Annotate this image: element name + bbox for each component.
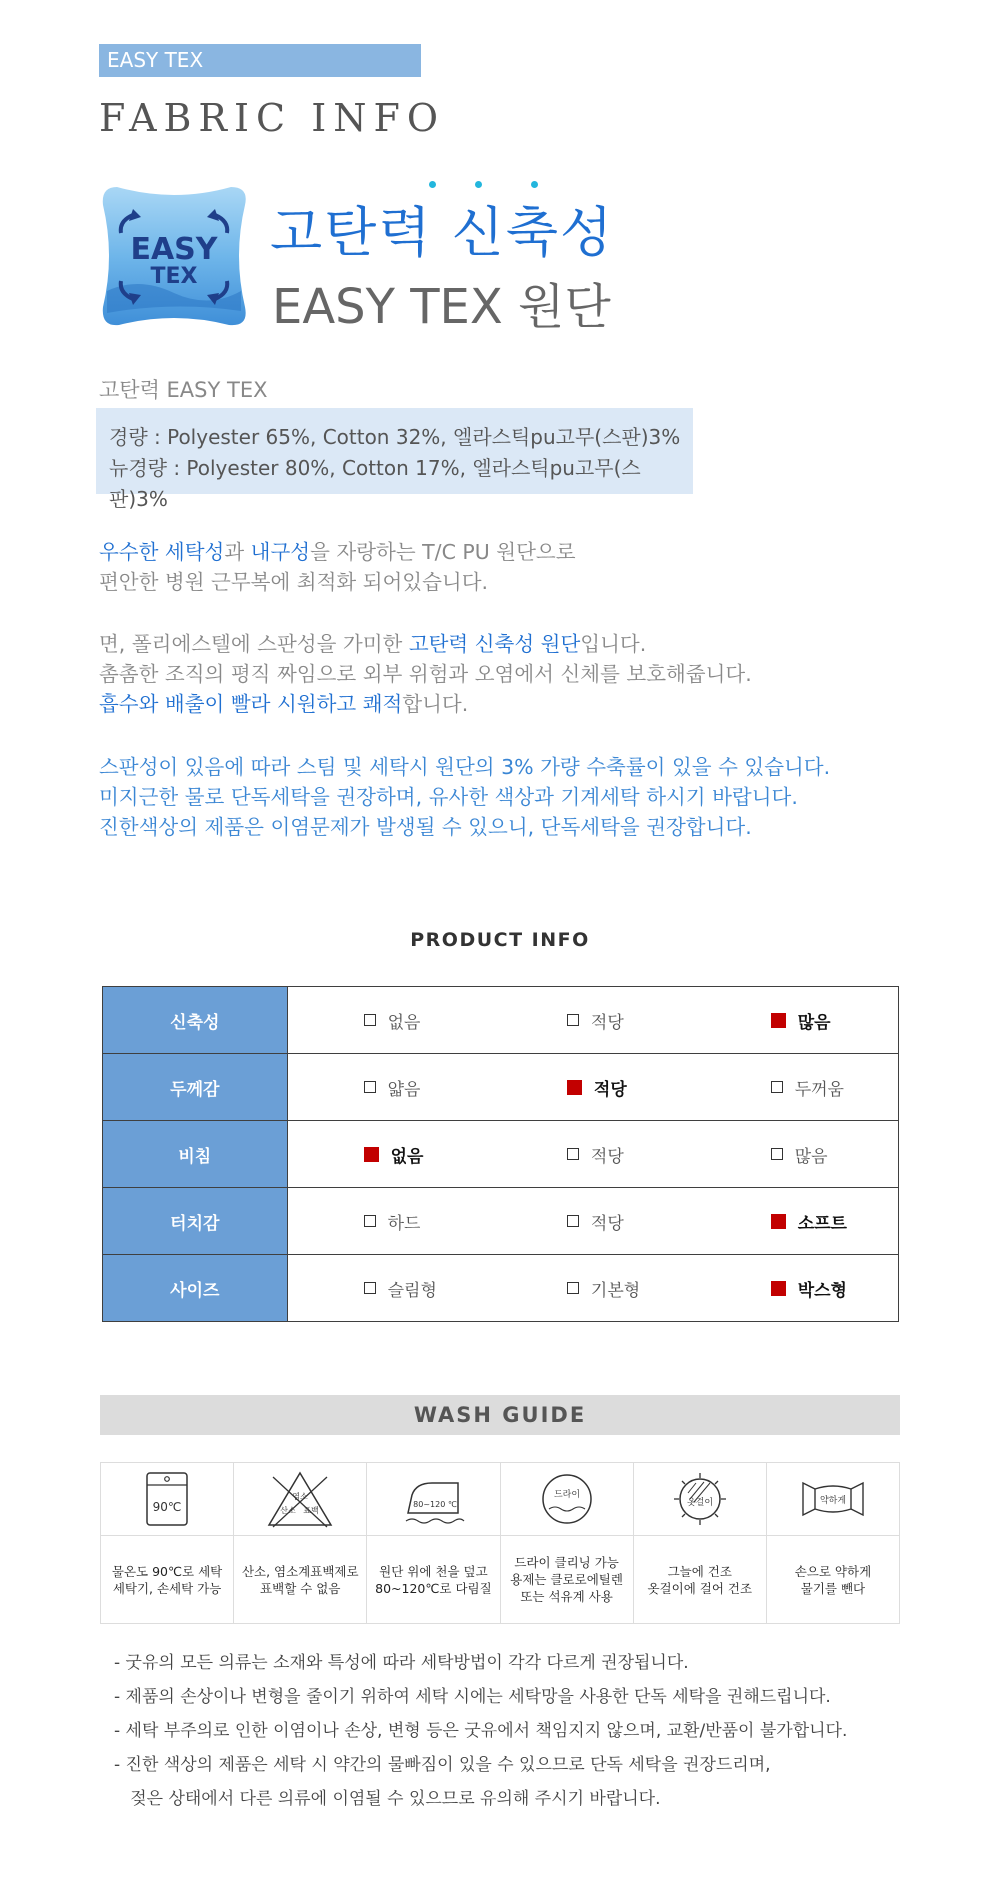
wash-guide-text: 산소, 염소계표백제로 표백할 수 없음: [241, 1563, 359, 1596]
text: 과: [224, 540, 251, 564]
unchecked-box-icon: [567, 1148, 579, 1160]
product-info-label: 사이즈: [103, 1255, 288, 1322]
gentle-wring-icon: [797, 1469, 869, 1529]
spec-box: [96, 408, 693, 511]
svg-text:약하게: 약하게: [819, 1496, 846, 1506]
description-paragraph-1: [99, 537, 576, 597]
page-title: FABRIC INFO: [99, 96, 445, 140]
checked-box-icon: [771, 1214, 786, 1229]
option-label: 적당: [593, 1079, 627, 1100]
text: 촘촘한 조직의 평직 짜임으로 외부 위험과 오염에서 신체를 보호해줍니다.: [99, 662, 752, 686]
product-info-row: [103, 1121, 899, 1188]
product-info-option: [695, 1054, 899, 1121]
svg-text:80~120 ℃: 80~120 ℃: [413, 1500, 458, 1509]
option-label: 적당: [590, 1213, 624, 1234]
product-info-option: [287, 987, 491, 1054]
logo-line1: EASY: [130, 232, 218, 267]
spec-line: 경량 : Polyester 65%, Cotton 32%, 엘라스틱pu고무(스판)3%: [109, 425, 681, 449]
svg-text:염소: 염소: [292, 1492, 308, 1501]
easy-tex-logo: [99, 181, 249, 331]
option-label: 없음: [387, 1012, 421, 1033]
text: 스판성이 있음에 따라 스팀 및 세탁시 원단의 3% 가량 수축률이 있을 수 있습니다.: [99, 755, 831, 779]
wash-guide-text: 드라이 클리닝 가능 용제는 클로로에틸렌 또는 석유계 사용: [510, 1555, 623, 1604]
product-info-option: [491, 1188, 695, 1255]
svg-text:90℃: 90℃: [152, 1500, 182, 1514]
subline: EASY TEX 원단: [272, 279, 611, 335]
note-line: - 제품의 손상이나 변형을 줄이기 위하여 세탁 시에는 세탁망을 사용한 단독 세탁을 권해드립니다.: [114, 1687, 831, 1707]
option-label: 적당: [590, 1012, 624, 1033]
product-info-option: [491, 1255, 695, 1322]
product-info-option: [695, 987, 899, 1054]
wash-guide-item: [767, 1463, 899, 1623]
iron-icon: [398, 1469, 468, 1529]
note-line: 젖은 상태에서 다른 의류에 이염될 수 있으므로 유의해 주시기 바랍니다.: [114, 1789, 661, 1809]
product-info-table: [102, 986, 899, 1322]
care-notes: [114, 1646, 847, 1816]
option-label: 많음: [797, 1012, 831, 1033]
description-paragraph-3: [99, 752, 830, 842]
wash-guide-text: 물온도 90℃로 세탁 세탁기, 손세탁 가능: [111, 1563, 223, 1596]
shade-dry-icon: [668, 1469, 732, 1529]
option-label: 두꺼움: [794, 1079, 844, 1100]
wash-90-icon: [137, 1469, 197, 1529]
highlight-text: 고탄력 신축성 원단: [408, 632, 581, 656]
product-info-option: [491, 1121, 695, 1188]
checked-box-icon: [567, 1080, 582, 1095]
checked-box-icon: [771, 1013, 786, 1028]
note-line: - 진한 색상의 제품은 세탁 시 약간의 물빠짐이 있을 수 있으므로 단독 세탁을 권장드리며,: [114, 1755, 771, 1775]
product-info-option: [287, 1054, 491, 1121]
highlight-text: 내구성: [250, 540, 311, 564]
option-label: 많음: [794, 1146, 828, 1167]
wash-guide-item: [634, 1463, 767, 1623]
wash-guide-title: WASH GUIDE: [100, 1395, 900, 1435]
option-label: 박스형: [797, 1280, 847, 1301]
wash-guide-grid: [100, 1462, 900, 1624]
product-info-option: [287, 1188, 491, 1255]
product-info-label: 터치감: [103, 1188, 288, 1255]
headline: 고탄력 신축성: [270, 201, 615, 264]
wash-guide-text: 원단 위에 천을 덮고 80~120℃로 다림질: [375, 1563, 492, 1596]
note-line: - 굿유의 모든 의류는 소재와 특성에 따라 세탁방법이 각각 다르게 권장됩니다.: [114, 1653, 689, 1673]
product-info-option: [287, 1121, 491, 1188]
no-bleach-icon: [265, 1469, 335, 1529]
text: 을 자랑하는 T/C PU 원단으로: [310, 540, 576, 564]
option-label: 없음: [390, 1146, 424, 1167]
product-info-label: 두께감: [103, 1054, 288, 1121]
text: 합니다.: [402, 692, 469, 716]
unchecked-box-icon: [364, 1014, 376, 1026]
product-info-label: 신축성: [103, 987, 288, 1054]
svg-text:드라이: 드라이: [553, 1490, 580, 1500]
text: 편안한 병원 근무복에 최적화 되어있습니다.: [99, 570, 489, 594]
wash-guide-item: [234, 1463, 367, 1623]
svg-text:표백: 표백: [303, 1506, 319, 1515]
unchecked-box-icon: [771, 1081, 783, 1093]
wash-guide-text: 손으로 약하게 물기를 뺀다: [794, 1563, 872, 1596]
unchecked-box-icon: [567, 1014, 579, 1026]
svg-text:산소: 산소: [280, 1506, 296, 1515]
highlight-text: 흡수와 배출이 빨라 시원하고 쾌적: [99, 692, 403, 716]
text: 입니다.: [580, 632, 647, 656]
option-label: 하드: [387, 1213, 421, 1234]
highlight-text: 우수한 세탁성: [99, 540, 225, 564]
wash-guide-item: [367, 1463, 500, 1623]
checked-box-icon: [364, 1147, 379, 1162]
product-info-option: [695, 1121, 899, 1188]
easy-tex-tag: EASY TEX: [99, 44, 421, 77]
product-info-title: PRODUCT INFO: [410, 929, 590, 951]
wash-guide-text: 그늘에 건조 옷걸이에 걸어 건조: [647, 1563, 753, 1596]
option-label: 적당: [590, 1146, 624, 1167]
product-info-option: [491, 1054, 695, 1121]
option-label: 기본형: [590, 1280, 641, 1301]
checked-box-icon: [771, 1281, 786, 1296]
wash-guide-item: [101, 1463, 234, 1623]
svg-text:옷걸이: 옷걸이: [686, 1498, 713, 1508]
product-info-option: [695, 1255, 899, 1322]
product-info-row: [103, 1054, 899, 1121]
text: 면, 폴리에스텔에 스판성을 가미한: [99, 632, 409, 656]
logo-line2: TEX: [150, 264, 198, 289]
unchecked-box-icon: [364, 1282, 376, 1294]
product-info-option: [287, 1255, 491, 1322]
unchecked-box-icon: [567, 1215, 579, 1227]
option-label: 소프트: [797, 1213, 847, 1234]
product-info-row: [103, 1188, 899, 1255]
note-line: - 세탁 부주의로 인한 이염이나 손상, 변형 등은 굿유에서 책임지지 않으며, 교환/반품이 불가합니다.: [114, 1721, 848, 1741]
product-info-row: [103, 1255, 899, 1322]
product-info-option: [695, 1188, 899, 1255]
wash-guide-item: [501, 1463, 634, 1623]
spec-title: 고탄력 EASY TEX: [99, 378, 268, 402]
unchecked-box-icon: [567, 1282, 579, 1294]
dry-clean-icon: [537, 1469, 597, 1529]
option-label: 얇음: [387, 1079, 421, 1100]
option-label: 슬림형: [387, 1280, 437, 1301]
product-info-option: [491, 987, 695, 1054]
product-info-label: 비침: [103, 1121, 288, 1188]
text: 진한색상의 제품은 이염문제가 발생될 수 있으니, 단독세탁을 권장합니다.: [99, 815, 752, 839]
unchecked-box-icon: [364, 1215, 376, 1227]
product-info-row: [103, 987, 899, 1054]
text: 미지근한 물로 단독세탁을 권장하며, 유사한 색상과 기계세탁 하시기 바랍니다.: [99, 785, 798, 809]
description-paragraph-2: [99, 629, 752, 719]
unchecked-box-icon: [771, 1148, 783, 1160]
unchecked-box-icon: [364, 1081, 376, 1093]
spec-line: 뉴경량 : Polyester 80%, Cotton 17%, 엘라스틱pu고무(스판)3%: [109, 456, 641, 511]
